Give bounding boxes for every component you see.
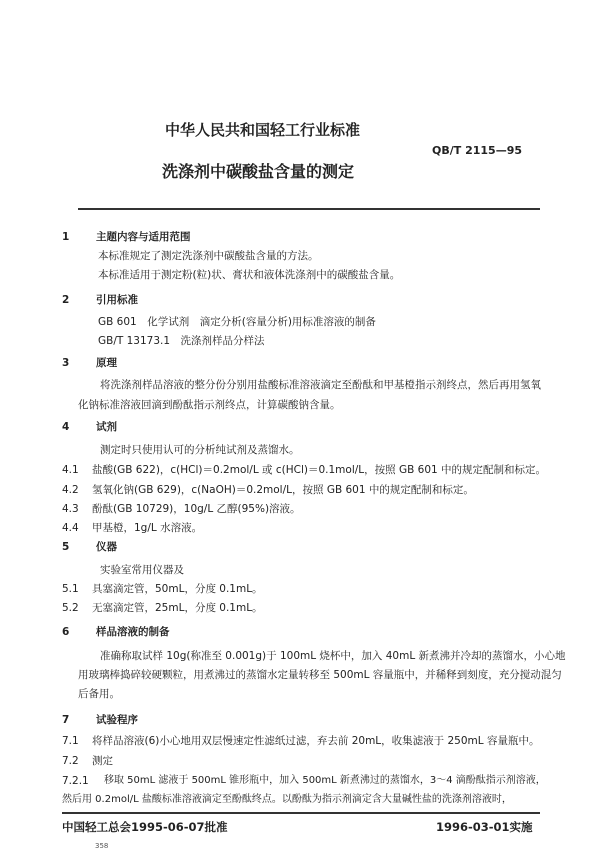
paragraph-line: 准确称取试样 10g(称准至 0.001g)于 100mL 烧杯中，加入 40mL 新煮沸并冷却的蒸馏水，小心地 [100,650,566,662]
section-number: 1 [62,231,70,243]
section-number: 4 [62,421,70,433]
paragraph-line: 本标准适用于测定粉(粒)状、膏状和液体洗涤剂中的碳酸盐含量。 [98,269,401,281]
item-number: 4.4 [62,522,79,534]
issuing-organization: 中华人民共和国轻工行业标准 [165,121,361,139]
paragraph-line: 将洗涤剂样品溶液的整分份分别用盐酸标准溶液滴定至酚酞和甲基橙指示剂终点，然后再用氢氧 [100,379,541,391]
section-heading: 试验程序 [96,714,138,726]
reference-line: GB 601 化学试剂 滴定分析(容量分析)用标准溶液的制备 [98,316,376,328]
section-number: 2 [62,294,70,306]
item-number: 7.2 [62,755,79,767]
approval-date: 中国轻工总会1995-06-07批准 [62,820,228,834]
item-number: 5.2 [62,602,79,614]
item-number: 4.2 [62,484,79,496]
paragraph-line: 本标准规定了测定洗涤剂中碳酸盐含量的方法。 [98,250,319,262]
item-text: 具塞滴定管，50mL，分度 0.1mL。 [92,583,263,595]
section-heading: 原理 [96,357,117,369]
item-text: 盐酸(GB 622)，c(HCl)＝0.2mol/L 或 c(HCl)＝0.1mol/L，按照 GB 601 中的规定配制和标定。 [92,464,547,476]
section-heading: 试剂 [96,421,117,433]
section-number: 3 [62,357,70,369]
paragraph-line: 实验室常用仪器及 [100,564,184,576]
item-text: 无塞滴定管，25mL，分度 0.1mL。 [92,602,263,614]
effective-date: 1996-03-01实施 [436,820,533,834]
footer-divider [62,812,540,814]
section-heading: 样品溶液的制备 [96,626,170,638]
section-number: 5 [62,541,70,553]
item-number: 5.1 [62,583,79,595]
item-text: 氢氧化钠(GB 629)，c(NaOH)＝0.2mol/L，按照 GB 601 中的规定配制和标定。 [92,484,474,496]
section-heading: 主题内容与适用范围 [96,231,191,243]
item-number: 7.2.1 [62,775,89,787]
item-text: 将样品溶液(6)小心地用双层慢速定性滤纸过滤，弃去前 20mL，收集滤液于 250mL 容量瓶中。 [92,735,540,747]
item-number: 4.3 [62,503,79,515]
reference-line: GB/T 13173.1 洗涤剂样品分样法 [98,335,265,347]
page-number: 358 [95,842,109,850]
paragraph-line: 后备用。 [78,688,120,700]
paragraph-line: 用玻璃棒捣碎较硬颗粒，用煮沸过的蒸馏水定量转移至 500mL 容量瓶中，并稀释到刻度，充分搅动混匀 [78,669,562,681]
section-number: 6 [62,626,70,638]
item-text: 酚酞(GB 10729)，10g/L 乙醇(95%)溶液。 [92,503,301,515]
item-number: 4.1 [62,464,79,476]
document-title: 洗涤剂中碳酸盐含量的测定 [162,162,355,181]
paragraph-line: 化钠标准溶液回滴到酚酞指示剂终点，计算碳酸钠含量。 [78,399,341,411]
item-number: 7.1 [62,735,79,747]
section-heading: 仪器 [96,541,117,553]
item-text: 甲基橙，1g/L 水溶液。 [92,522,203,534]
section-heading: 引用标准 [96,294,138,306]
paragraph-line: 测定时只使用认可的分析纯试剂及蒸馏水。 [100,444,300,456]
item-text: 测定 [92,755,113,767]
paragraph-line: 然后用 0.2mol/L 盐酸标准溶液滴定至酚酞终点。以酚酞为指示剂滴定含大量碱性盐的洗涤剂溶液时， [62,794,512,805]
header-divider [78,208,540,210]
standard-code: QB/T 2115—95 [432,144,523,157]
section-number: 7 [62,714,70,726]
item-text: 移取 50mL 滤液于 500mL 锥形瓶中，加入 500mL 新煮沸过的蒸馏水，3～4 滴酚酞指示剂溶液， [104,775,546,786]
